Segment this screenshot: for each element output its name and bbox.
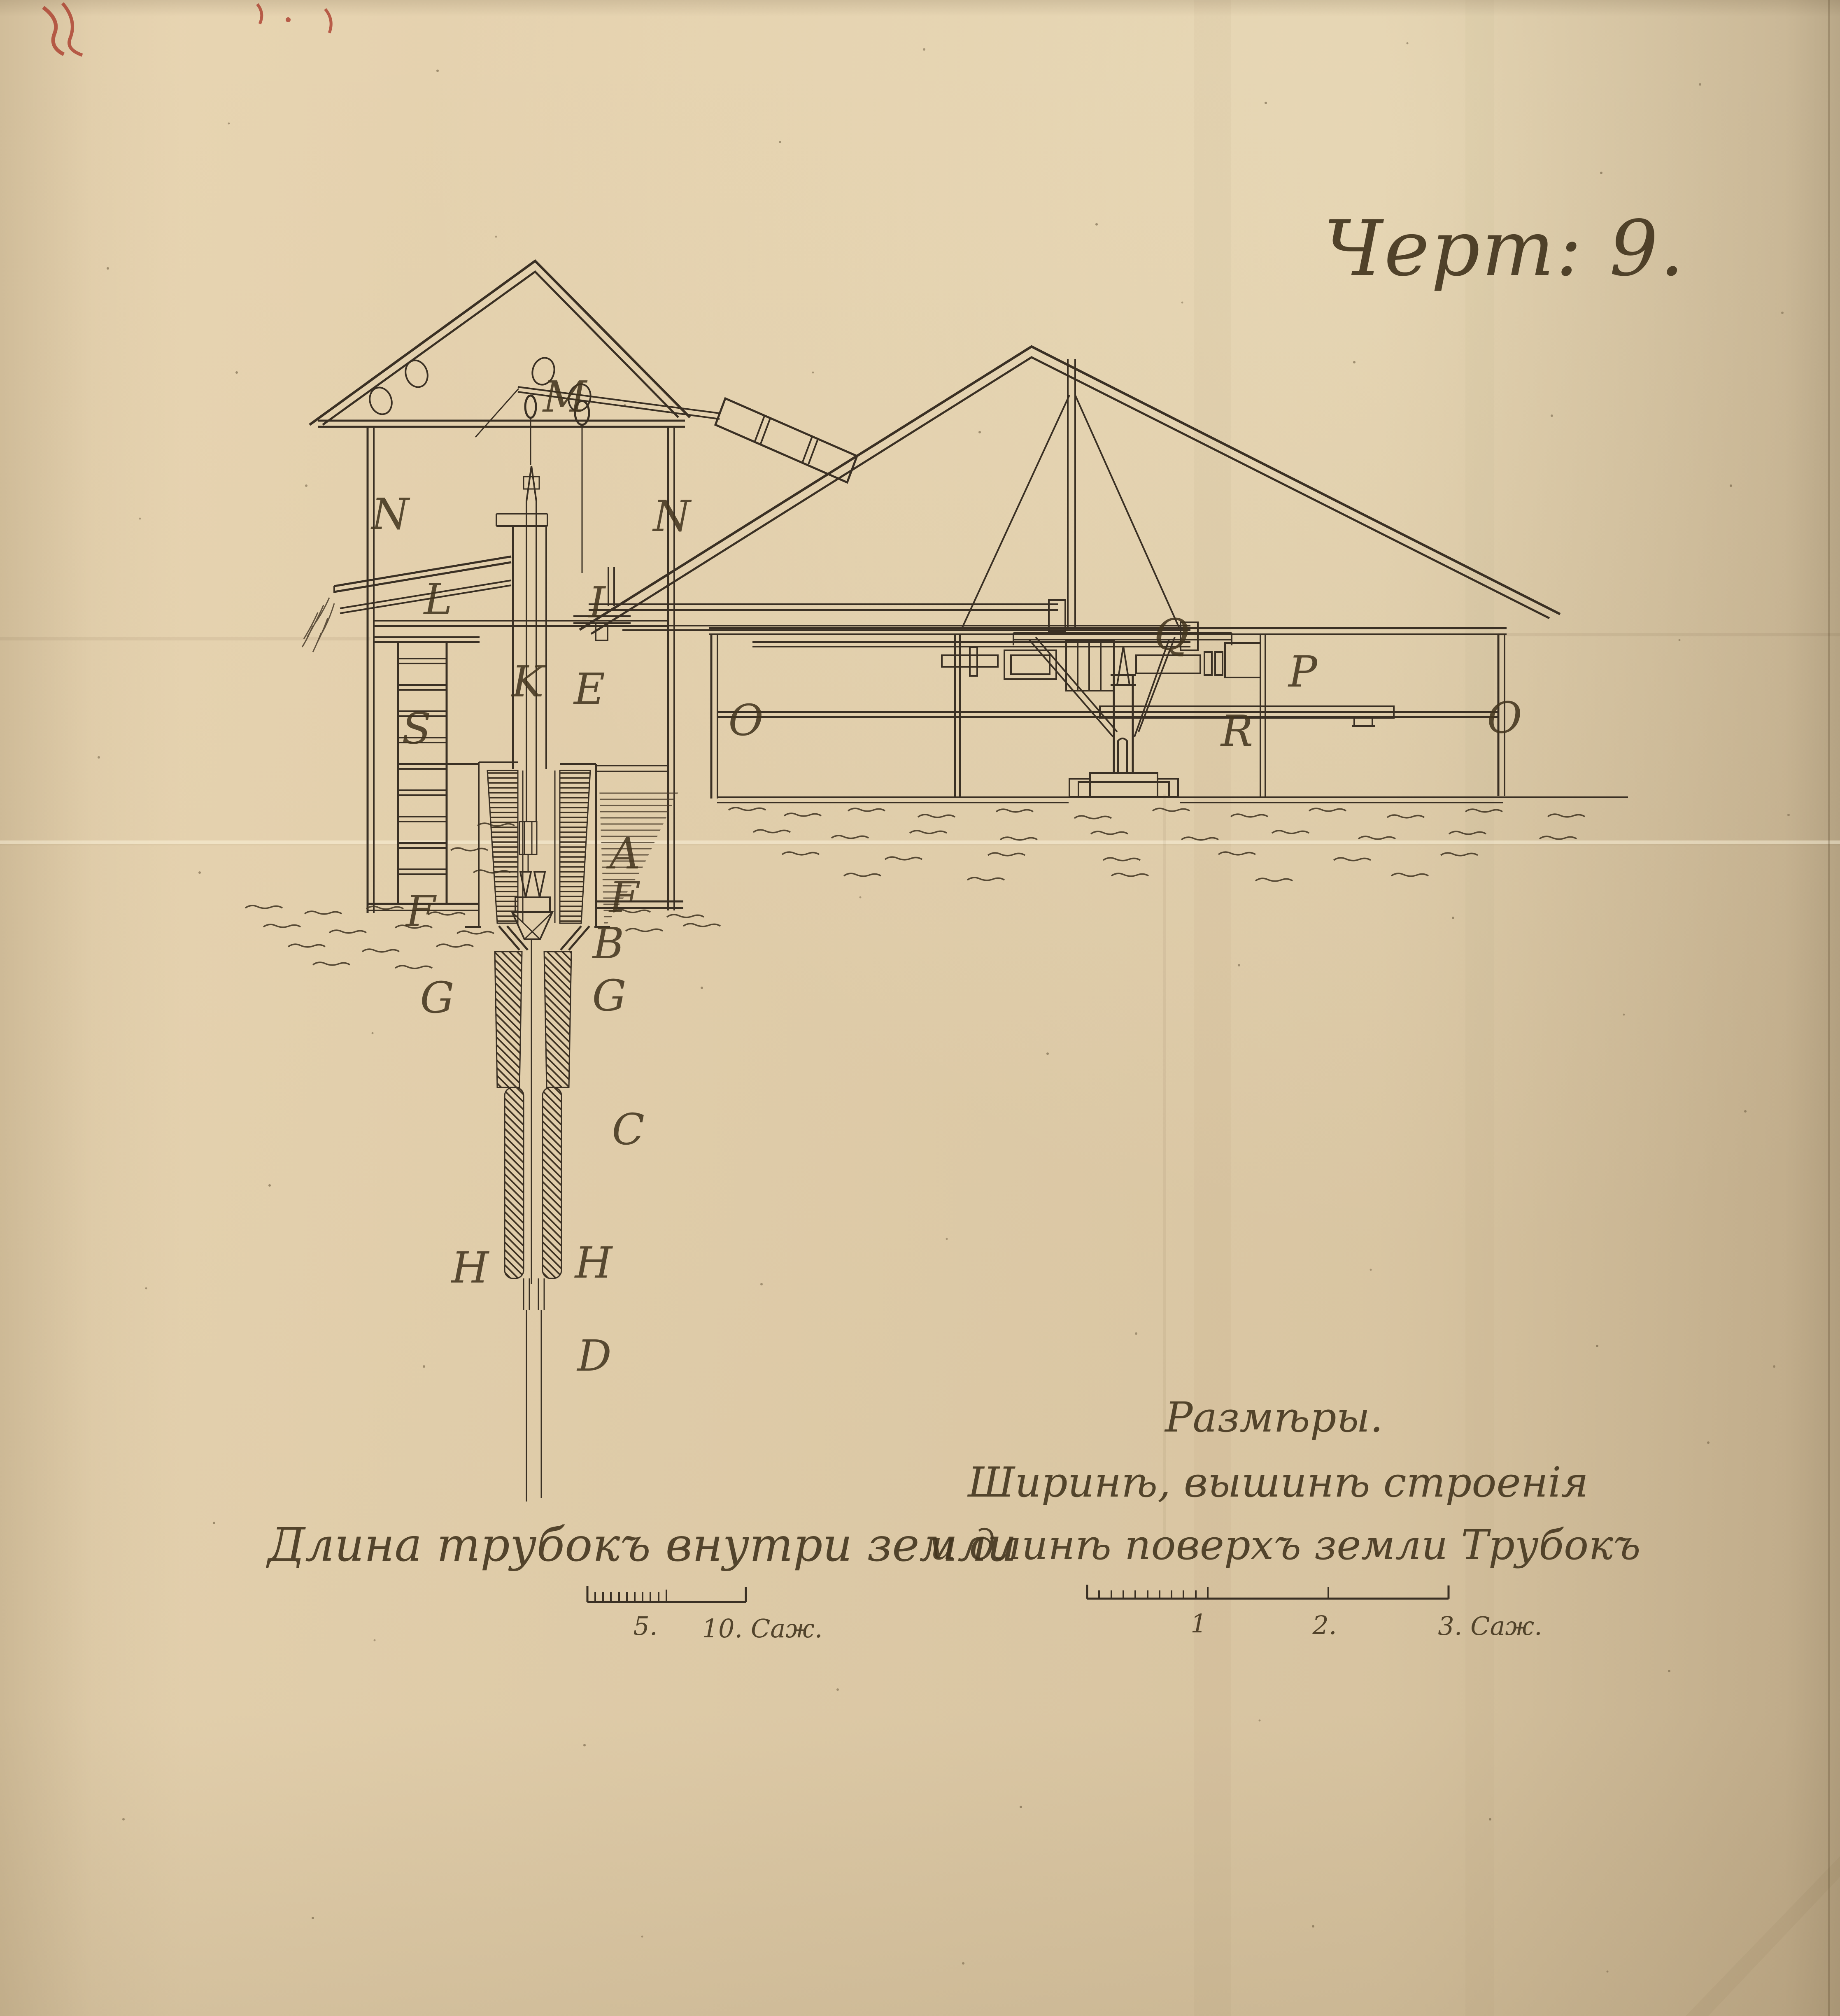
label-O-left: O <box>728 695 764 745</box>
label-G-left: G <box>420 973 454 1023</box>
casing-lower-left <box>505 1087 524 1278</box>
label-D: D <box>577 1331 612 1381</box>
label-M: M <box>543 372 587 422</box>
caption-dimensions-line2: Ширинѣ, вышинѣ строенія <box>968 1458 1588 1506</box>
scale1-tick-10: 10. Саж. <box>702 1613 823 1644</box>
caption-dimensions-line3: и длинѣ поверхъ земли Трубокъ <box>929 1521 1641 1569</box>
label-H-left: H <box>451 1243 489 1293</box>
caption-underground-length: Длина трубокъ внутри земли <box>268 1518 1017 1572</box>
label-Q: Q <box>1154 610 1189 660</box>
casing-upper-right <box>544 952 571 1087</box>
label-N-left: N <box>371 489 409 539</box>
label-C: C <box>612 1104 645 1155</box>
label-A: A <box>609 829 641 879</box>
label-S: S <box>402 703 431 754</box>
label-G-right: G <box>592 971 627 1021</box>
casing-upper-left <box>495 952 522 1087</box>
label-I: I <box>588 577 606 628</box>
label-F-left: F <box>405 886 436 936</box>
label-B: B <box>592 918 624 968</box>
label-H-right: H <box>575 1238 613 1288</box>
casing-lower-right <box>543 1087 561 1278</box>
scale1-tick-5: 5. <box>633 1611 658 1641</box>
caption-dimensions-line1: Размѣры. <box>1165 1393 1383 1441</box>
scale2-tick-2: 2. <box>1312 1610 1337 1640</box>
label-K: K <box>512 656 544 707</box>
plate-title: Черт: 9. <box>1323 204 1686 293</box>
label-L: L <box>424 574 452 624</box>
label-O-right: O <box>1487 693 1522 743</box>
scale2-tick-3: 3. Саж. <box>1438 1611 1542 1641</box>
label-F-right: F <box>609 872 639 922</box>
label-P: P <box>1288 647 1317 697</box>
scale2-tick-1: 1 <box>1190 1609 1207 1639</box>
label-E: E <box>574 664 605 714</box>
label-R: R <box>1220 706 1253 756</box>
label-N-right: N <box>653 491 691 541</box>
